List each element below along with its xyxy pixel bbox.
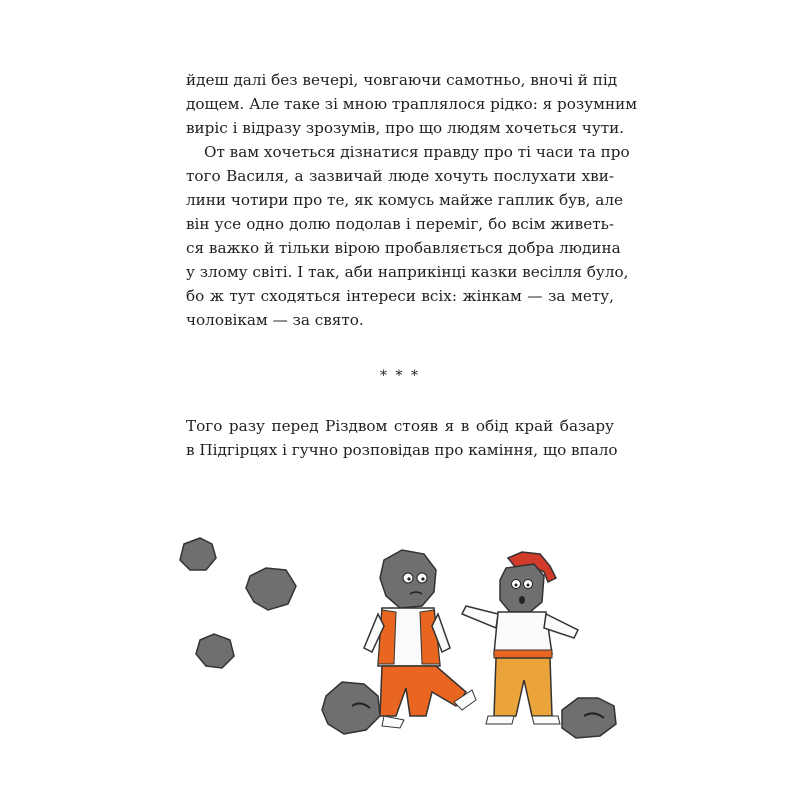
text-line: ся важко й тільки вірою пробавляється добра людина (186, 239, 621, 257)
text-line: дощем. Але таке зі мною траплялося рідко: я розумним (186, 95, 638, 113)
paragraph-3 (186, 414, 618, 462)
paragraph-1 (186, 68, 638, 332)
stone-man-right (462, 552, 578, 724)
stone-icon (180, 538, 216, 570)
text-line: бо ж тут сходяться інтереси всіх: жінкам — за мету, (186, 287, 614, 305)
text-line: виріс і відразу зрозумів, про що людям хочеться чути. (186, 119, 625, 137)
text-line: От вам хочеться дізнатися правду про ті часи та про (204, 143, 630, 161)
stone-icon (322, 682, 380, 734)
text-line: йдеш далі без вечері, човгаючи самотньо, вночі й під (186, 71, 618, 89)
stone-people-illustration (170, 530, 640, 754)
section-separator: * * * (380, 368, 420, 384)
text-line: в Підгірцях і гучно розповідав про каміння, що впало (186, 441, 618, 459)
text-line: він усе одно долю подолав і переміг, бо всім живеть- (186, 215, 614, 233)
text-line: лини чотири про те, як комусь майже гаплик був, але (186, 191, 623, 209)
stone-icon (196, 634, 234, 668)
stone-icon (246, 568, 296, 610)
stone-man-left (364, 550, 476, 728)
text-line: того Василя, а зазвичай люде хочуть послухати хви- (186, 167, 614, 185)
text-line: чоловікам — за свято. (186, 311, 364, 329)
text-line: Того разу перед Різдвом стояв я в обід край базару (186, 417, 614, 435)
stone-people-icon (170, 530, 640, 750)
stone-icon (562, 698, 616, 738)
text-line: у злому світі. І так, аби наприкінці казки весілля було, (186, 263, 629, 281)
